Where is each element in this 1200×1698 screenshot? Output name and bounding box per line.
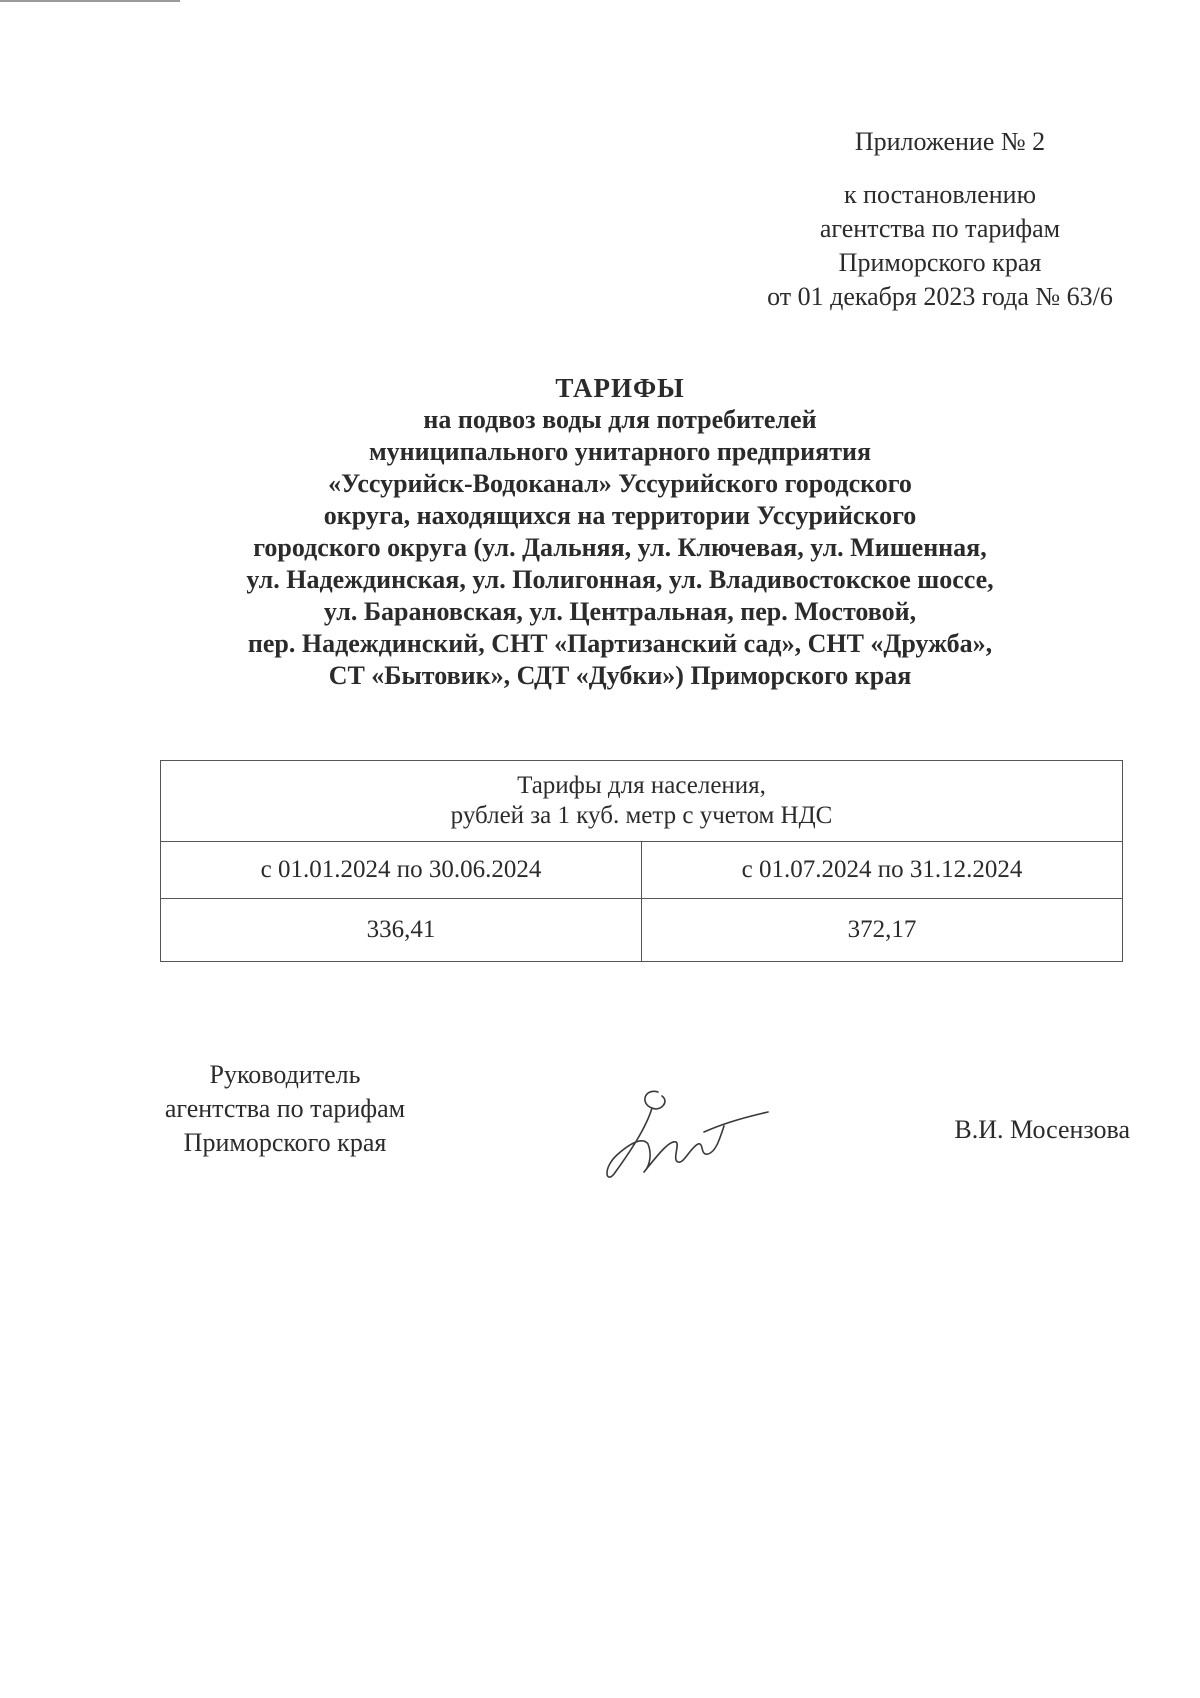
appendix-number: Приложение № 2 <box>854 127 1046 156</box>
tariff-value-second-half: 372,17 <box>642 899 1123 962</box>
table-header-row <box>161 761 1123 842</box>
handwritten-signature <box>600 1082 770 1182</box>
table-header-line: рублей за 1 куб. метр с учетом НДС <box>450 802 833 829</box>
table-value-row <box>161 899 1123 962</box>
title-line: на подвоз воды для потребителей <box>423 405 817 434</box>
period-cell-first-half: с 01.01.2024 по 30.06.2024 <box>161 842 642 899</box>
signer-position-line: Руководитель <box>209 1060 361 1089</box>
appendix-reference <box>740 178 1140 314</box>
signer-position-line: агентства по тарифам <box>164 1094 406 1123</box>
appendix-line: Приморского края <box>838 248 1042 277</box>
table-period-row <box>161 842 1123 899</box>
appendix-line: агентства по тарифам <box>819 214 1061 243</box>
scan-edge-mark <box>0 0 180 2</box>
title-line: «Уссурийск-Водоканал» Уссурийского городского <box>328 469 912 498</box>
signer-position <box>140 1058 430 1160</box>
tariff-table <box>160 760 1123 962</box>
title-line: муниципального унитарного предприятия <box>368 437 872 466</box>
title-line: пер. Надеждинский, СНТ «Партизанский сад», СНТ «Дружба», <box>247 629 993 658</box>
title-line: ул. Барановская, ул. Центральная, пер. Мостовой, <box>323 597 917 626</box>
table-header-line: Тарифы для населения, <box>517 772 766 799</box>
appendix-line: к постановлению <box>843 180 1037 209</box>
table-header-cell <box>161 761 1123 842</box>
document-title <box>180 372 1060 692</box>
signer-name: В.И. Мосензова <box>954 1115 1130 1144</box>
period-cell-second-half: с 01.07.2024 по 31.12.2024 <box>642 842 1123 899</box>
title-line: ул. Надеждинская, ул. Полигонная, ул. Владивостокское шоссе, <box>246 565 994 594</box>
title-line: СТ «Бытовик», СДТ «Дубки») Приморского края <box>328 661 912 690</box>
signer-position-line: Приморского края <box>183 1128 387 1157</box>
title-line: городского округа (ул. Дальняя, ул. Ключевая, ул. Мишенная, <box>253 533 987 562</box>
appendix-line: от 01 декабря 2023 года № 63/6 <box>767 282 1113 311</box>
tariff-value-first-half: 336,41 <box>161 899 642 962</box>
document-title-main: ТАРИФЫ <box>555 373 685 403</box>
title-line: округа, находящихся на территории Уссурийского <box>323 501 917 530</box>
